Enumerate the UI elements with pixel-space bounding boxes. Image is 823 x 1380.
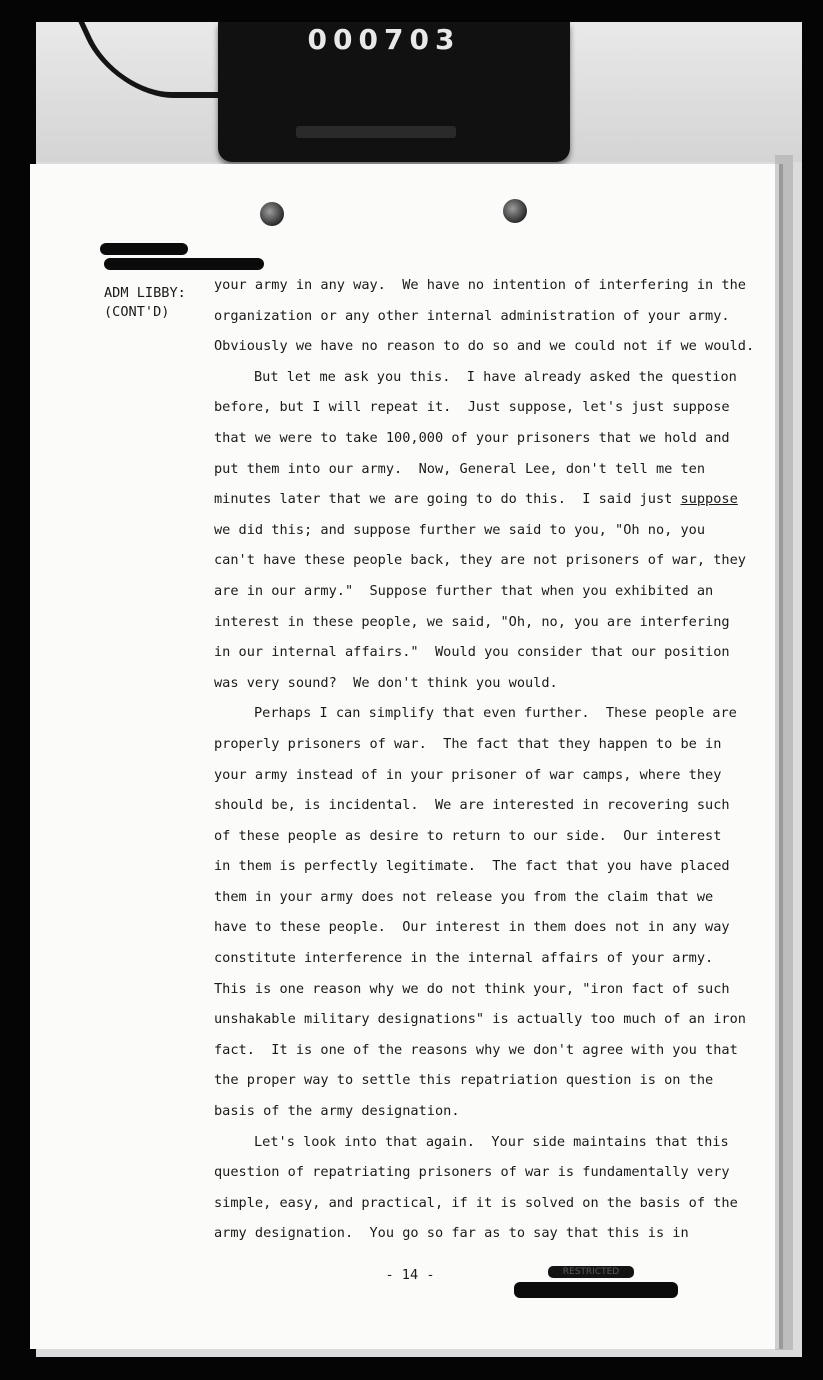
speaker-name: ADM LIBBY:	[104, 285, 186, 301]
transcript-line: we did this; and suppose further we said to you, "Oh no, you	[214, 521, 706, 538]
transcript-line: can't have these people back, they are not prisoners of war, they	[214, 552, 746, 569]
transcript-line: But let me ask you this. I have already asked the question	[254, 368, 737, 385]
transcript-line: was very sound? We don't think you would.	[214, 674, 558, 691]
transcript-line: basis of the army designation.	[214, 1103, 460, 1120]
transcript-line: properly prisoners of war. The fact that they happen to be in	[214, 735, 722, 752]
paper-stack-edge	[775, 155, 793, 1350]
redaction-mark-top-1	[100, 243, 188, 255]
frame-counter-slot	[296, 126, 456, 138]
punch-hole-right	[503, 199, 527, 223]
transcript-line: before, but I will repeat it. Just suppose, let's just suppose	[214, 399, 730, 416]
transcript-body	[214, 270, 755, 1249]
transcript-line-text: minutes later that we are going to do this. I said just	[214, 491, 681, 508]
transcript-line: interest in these people, we said, "Oh, no, you are interfering	[214, 613, 730, 630]
transcript-line: Obviously we have no reason to do so and we could not if we would.	[214, 338, 755, 355]
transcript-line: have to these people. Our interest in them does not in any way	[214, 919, 730, 936]
transcript-line: fact. It is one of the reasons why we don't agree with you that	[214, 1041, 738, 1058]
transcript-line: army designation. You go so far as to say that this is in	[214, 1225, 689, 1242]
transcript-line: Perhaps I can simplify that even further. These people are	[254, 705, 737, 722]
restricted-stamp: RESTRICTED	[548, 1266, 634, 1278]
transcript-line: constitute interference in the internal affairs of your army.	[214, 950, 714, 967]
transcript-line: the proper way to settle this repatriation question is on the	[214, 1072, 714, 1089]
transcript-line: are in our army." Suppose further that when you exhibited an	[214, 582, 714, 599]
redaction-mark-bottom	[514, 1282, 678, 1298]
punch-hole-left	[260, 202, 284, 226]
transcript-line-with-emphasis	[214, 484, 744, 515]
page-number: - 14 -	[385, 1267, 435, 1283]
transcript-line: that we were to take 100,000 of your prisoners that we hold and	[214, 429, 730, 446]
transcript-line: in them is perfectly legitimate. The fact that you have placed	[214, 858, 730, 875]
speaker-label	[104, 284, 214, 322]
transcript-line: question of repatriating prisoners of war is fundamentally very	[214, 1164, 730, 1181]
frame-counter-number: 000703	[307, 23, 461, 56]
redaction-mark-top-2	[104, 258, 264, 270]
transcript-line: organization or any other internal administration of your army.	[214, 307, 730, 324]
transcript-line: should be, is incidental. We are interested in recovering such	[214, 797, 730, 814]
speaker-continued: (CONT'D)	[104, 304, 170, 320]
transcript-line: This is one reason why we do not think your, "iron fact of such	[214, 980, 730, 997]
transcript-line: your army instead of in your prisoner of war camps, where they	[214, 766, 722, 783]
transcript-line: your army in any way. We have no intention of interfering in the	[214, 277, 746, 293]
transcript-line: Let's look into that again. Your side maintains that this	[254, 1133, 729, 1150]
transcript-line: put them into our army. Now, General Lee, don't tell me ten	[214, 460, 706, 477]
transcript-line: of these people as desire to return to our side. Our interest	[214, 827, 722, 844]
underlined-word: suppose	[680, 491, 738, 508]
transcript-line: in our internal affairs." Would you consider that our position	[214, 644, 730, 661]
transcript-line: simple, easy, and practical, if it is solved on the basis of the	[214, 1194, 738, 1211]
transcript-line: unshakable military designations" is actually too much of an iron	[214, 1011, 746, 1028]
transcript-line: them in your army does not release you from the claim that we	[214, 888, 714, 905]
